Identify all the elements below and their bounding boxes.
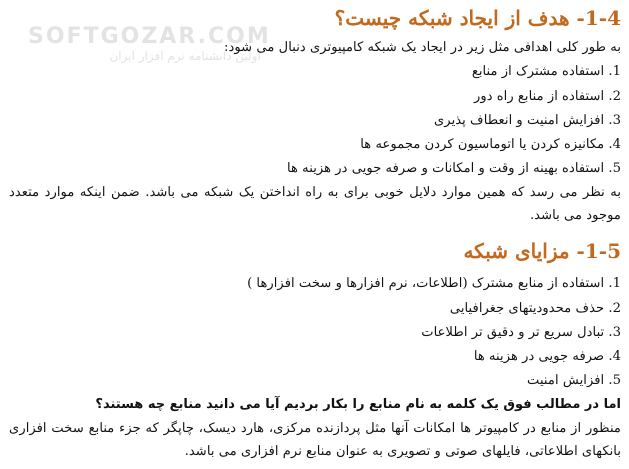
list-item: 5. افزایش امنیت bbox=[527, 373, 621, 388]
list-item: 1. استفاده از منابع مشترک (اطلاعات، نرم افزارها و سخت افزارها ) bbox=[247, 276, 621, 291]
list-item: 3. تبادل سریع تر و دقیق تر اطلاعات bbox=[421, 325, 621, 340]
section-2-answer-line-2: بانکهای اطلاعاتی، فایلهای صوتی و تصویری به عنوان منابع نرم افزاری می باشد. bbox=[184, 444, 621, 459]
watermark-site: SOFTGOZAR.COM bbox=[28, 24, 271, 49]
list-item: 2. استفاده از منابع راه دور bbox=[473, 89, 621, 104]
list-item: 4. مکانیزه کردن یا اتوماسیون کردن مجموعه ها bbox=[360, 137, 621, 152]
list-item: 4. صرفه جویی در هزینه ها bbox=[473, 349, 621, 364]
list-item: 2. حذف محدودیتهای جغرافیایی bbox=[449, 301, 621, 316]
list-item: 1. استفاده مشترک از منابع bbox=[471, 64, 621, 79]
list-item: 5. استفاده بهینه از وقت و امکانات و صرفه جویی در هزینه ها bbox=[287, 161, 621, 176]
section-1-closing-line-2: موجود می باشد. bbox=[529, 208, 621, 223]
section-2-question: اما در مطالب فوق یک کلمه به نام منابع را بکار بردیم آیا می دانید منابع چه هستند؟ bbox=[95, 397, 621, 412]
section-1-intro: به طور کلی اهدافی مثل زیر در ایجاد یک شبکه کامپیوتری دنبال می شود: bbox=[224, 40, 621, 55]
section-1-closing-line-1: به نظر می رسد که همین موارد دلایل خوبی برای به راه انداختن یک شبکه می باشد. ضمن اینکه موارد متعدد bbox=[9, 185, 621, 200]
list-item: 3. افزایش امنیت و انعطاف پذیری bbox=[433, 113, 621, 128]
section-2-heading: 1-5- مزایای شبکه bbox=[463, 239, 621, 263]
section-1-heading: 1-4- هدف از ایجاد شبکه چیست؟ bbox=[334, 6, 621, 30]
watermark-tagline: اولین دانشنامه نرم افزار ایران bbox=[109, 49, 261, 63]
section-2-answer-line-1: منظور از منابع در کامپیوتر ها امکانات آنها مثل پردازنده مرکزی، هارد دیسک، چاپگر که جزء منابع سخت افزاری bbox=[9, 421, 621, 436]
